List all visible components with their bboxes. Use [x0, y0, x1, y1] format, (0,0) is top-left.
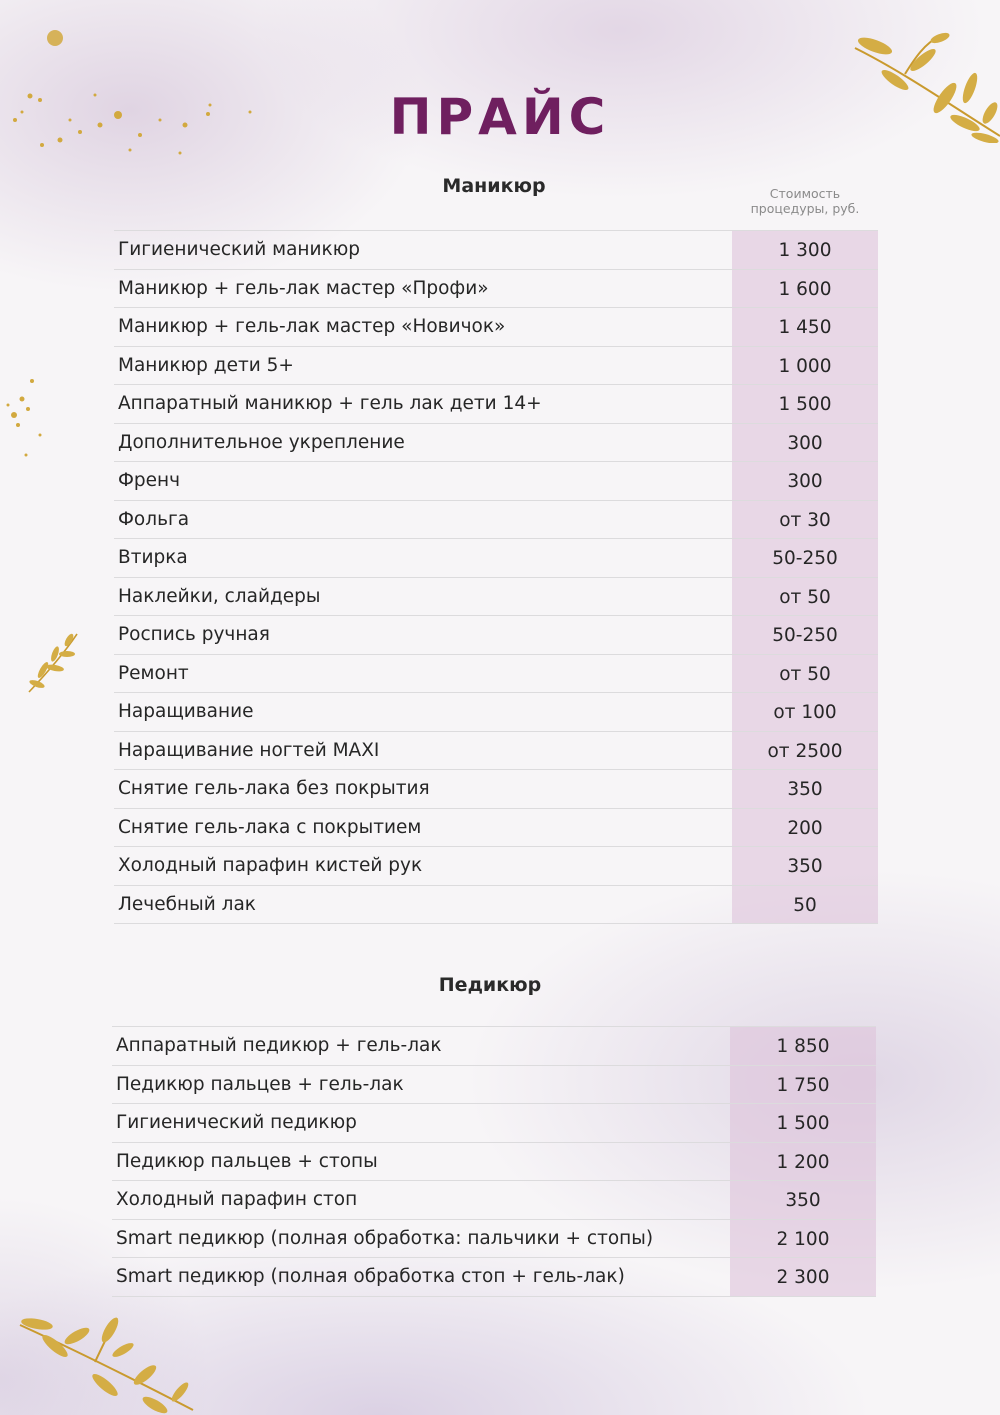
service-name: Педикюр пальцев + гель-лак [116, 1073, 404, 1095]
table-row [114, 885, 878, 925]
service-name: Наращивание [118, 701, 254, 722]
table-row [114, 423, 878, 463]
service-price: 2 300 [776, 1267, 830, 1288]
table-row [114, 769, 878, 809]
service-name: Наращивание ногтей MAXI [118, 739, 380, 761]
service-name: Холодный парафин кистей рук [118, 855, 423, 876]
service-name: Фольга [118, 508, 190, 530]
table-row [112, 1257, 876, 1297]
service-name: Гигиенический маникюр [118, 239, 361, 260]
table-row [112, 1142, 876, 1182]
service-price: 200 [787, 817, 823, 839]
service-price: 1 000 [778, 355, 832, 377]
service-name: Лечебный лак [118, 893, 256, 915]
table-row [112, 1180, 876, 1220]
table-bottom-border [112, 1296, 876, 1297]
service-name: Smart педикюр (полная обработка: пальчики + стопы) [116, 1227, 654, 1249]
table-row [114, 269, 878, 309]
service-price: 1 300 [778, 240, 832, 261]
service-name: Маникюр дети 5+ [118, 354, 294, 376]
service-price: 50-250 [772, 625, 838, 646]
service-name: Гигиенический педикюр [116, 1112, 357, 1133]
service-name: Ремонт [118, 662, 189, 684]
service-name: Маникюр + гель-лак мастер «Профи» [118, 277, 489, 299]
service-price: 1 450 [778, 317, 832, 338]
service-name: Аппаратный педикюр + гель-лак [116, 1035, 442, 1056]
table-row [114, 500, 878, 540]
service-price: 1 850 [776, 1036, 830, 1057]
gold-leaf-branch-icon [15, 1310, 195, 1415]
service-name: Роспись ручная [118, 624, 270, 645]
table-row [114, 538, 878, 578]
service-price: 350 [787, 856, 823, 877]
service-name: Дополнительное укрепление [118, 431, 405, 453]
service-price: 50-250 [772, 548, 838, 569]
service-price: 1 600 [778, 278, 832, 300]
table-row [114, 692, 878, 732]
service-price: от 2500 [767, 740, 843, 762]
service-price: 1 750 [776, 1074, 830, 1096]
service-name: Маникюр + гель-лак мастер «Новичок» [118, 316, 506, 337]
service-price: 1 200 [776, 1151, 830, 1173]
table-row [114, 846, 878, 886]
page-title: ПРАЙС [389, 88, 611, 146]
table-row [114, 230, 878, 270]
service-name: Холодный парафин стоп [116, 1189, 358, 1210]
table-row [114, 615, 878, 655]
section-title-pedicure: Педикюр [438, 974, 542, 996]
table-row [114, 808, 878, 848]
table-row [114, 654, 878, 694]
table-row [114, 577, 878, 617]
service-price: 300 [787, 432, 823, 454]
service-price: 2 100 [776, 1228, 830, 1250]
service-name: Педикюр пальцев + стопы [116, 1150, 378, 1172]
service-price: 300 [787, 471, 823, 492]
table-row [114, 307, 878, 347]
service-price: от 50 [779, 663, 831, 685]
service-price: от 100 [773, 702, 837, 723]
table-row [112, 1065, 876, 1105]
table-bottom-border [114, 923, 878, 924]
service-price: 350 [787, 779, 823, 800]
service-price: 1 500 [776, 1113, 830, 1134]
gold-dust-decoration [0, 375, 60, 470]
table-row [114, 461, 878, 501]
table-row [114, 346, 878, 386]
price-column-header: Стоимость процедуры, руб. [750, 186, 860, 216]
service-name: Smart педикюр (полная обработка стоп + гель-лак) [116, 1266, 625, 1287]
service-name: Аппаратный маникюр + гель лак дети 14+ [118, 393, 542, 414]
service-price: 50 [793, 894, 817, 916]
service-price: 1 500 [778, 394, 832, 415]
service-name: Френч [118, 470, 181, 491]
table-row [112, 1026, 876, 1066]
service-name: Снятие гель-лака без покрытия [118, 778, 430, 799]
table-row [112, 1219, 876, 1259]
table-row [112, 1103, 876, 1143]
service-price: от 50 [779, 586, 831, 608]
section-title-manicure: Маникюр [442, 175, 546, 197]
service-price: от 30 [779, 509, 831, 531]
gold-leaf-sprig-icon [25, 630, 80, 695]
service-name: Снятие гель-лака с покрытием [118, 816, 422, 838]
service-price: 350 [785, 1190, 821, 1211]
service-name: Втирка [118, 547, 188, 568]
table-row [114, 384, 878, 424]
table-row [114, 731, 878, 771]
service-name: Наклейки, слайдеры [118, 585, 321, 607]
